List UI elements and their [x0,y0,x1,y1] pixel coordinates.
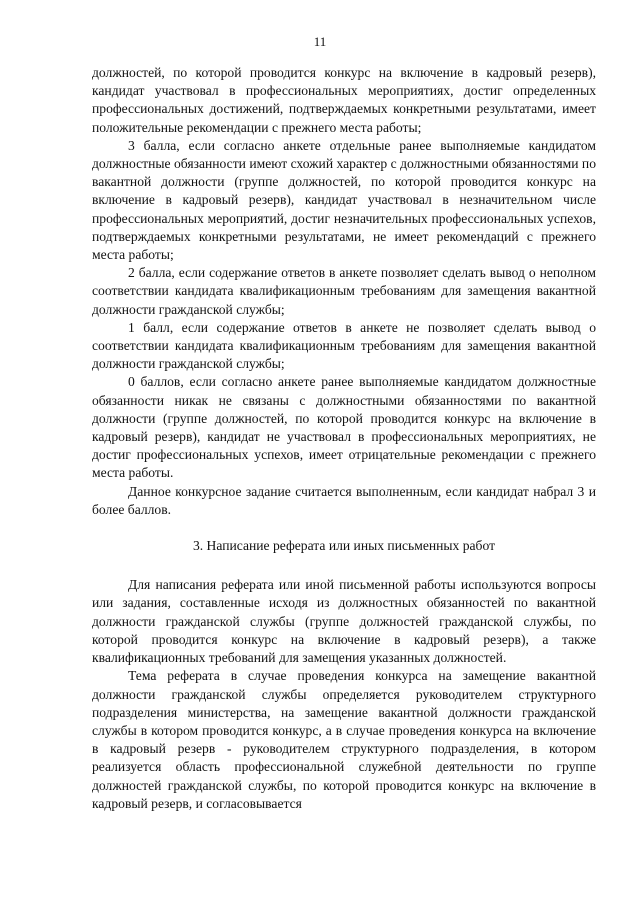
paragraph: 2 балла, если содержание ответов в анкете позволяет сделать вывод о неполном соответствии кандидата квалификационным требованиям для замещения вакантной должности гражданской службы; [92,265,596,317]
paragraph: Тема реферата в случае проведения конкурса на замещение вакантной должности гражданской службы определяется руководителем структурного подразделения министерства, на замещение вакантной должности гражданской службы в котором проводится конкурс, а в случае проведения конкурса на включение в кадровый резерв - руководителем структурного подразделения, в котором реализуется область профессиональной служебной деятельности по группе должностей гражданской службы, по которой проводится конкурс на включение в кадровый резерв, и согласовывается [92,668,596,811]
paragraph: должностей, по которой проводится конкурс на включение в кадровый резерв), кандидат участвовал в профессиональных мероприятиях, достиг определенных профессиональных достижений, подтверждаемых конкретными результатами, имеет положительные рекомендации с прежнего места работы; [92,65,596,135]
paragraph: 1 балл, если содержание ответов в анкете не позволяет сделать вывод о соответствии кандидата квалификационным требованиям для замещения вакантной должности гражданской службы; [92,319,596,372]
paragraph: 3 балла, если согласно анкете отдельные ранее выполняемые кандидатом должностные обязанности имеют схожий характер с должностными обязанностями по вакантной должности (группе должностей, по которой проводится конкурс на включение в кадровый резерв), кандидат участвовал в незначительном числе профессиональных мероприятий, достиг незначительных профессиональных успехов, подтверждаемых конкретными результатами, не имеет рекомендаций с прежнего места работы; [92,137,596,263]
section-heading: 3. Написание реферата или иных письменных работ [192,538,496,554]
paragraph: 0 баллов, если согласно анкете ранее выполняемые кандидатом должностные обязанности никак не связаны с должностными обязанностями по вакантной должности (группе должностей, по которой проводится конкурс на включение в кадровый резерв), кандидат не участвовал в профессиональных мероприятиях, не достиг профессиональных успехов, имеет отрицательные рекомендации с прежнего места работы. [92,374,596,481]
paragraph: Данное конкурсное задание считается выполненным, если кандидат набрал 3 и более баллов. [92,483,596,517]
page-number: 11 [313,34,327,49]
paragraph: Для написания реферата или иной письменной работы используются вопросы или задания, составленные исходя из должностных обязанностей по вакантной должности гражданской службы (группе должностей гражданской службы, по которой проводится конкурс на включение в кадровый резерв), а также квалификационных требований для замещения указанных должностей. [92,577,596,666]
document-body [92,64,596,813]
